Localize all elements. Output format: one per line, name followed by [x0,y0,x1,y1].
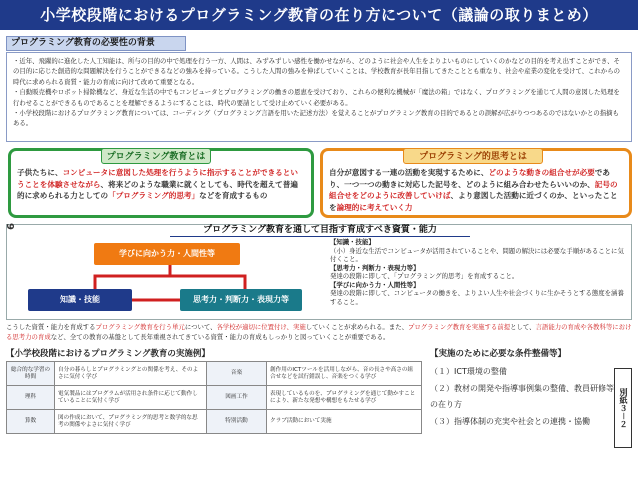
programming-education-definition [17,167,305,202]
implementation-note [6,322,632,344]
page-title: 小学校段階におけるプログラミング教育の在り方について（議論の取りまとめ） [0,0,638,30]
definition-text-run: 自分が意図する一連の活動を実現するために、 [329,168,489,177]
note-text-run: 言語能力の育成や各教科等における思考力の育成 [6,323,632,341]
skill-item [330,281,630,307]
skill-body: 発達の段階に即して、コンピュータの働きを、よりよい人生や社会づくりに生かそうとする態度を涵養すること。 [330,289,624,306]
page-side-number: 9 [4,223,15,230]
note-text-run: プログラミング教育を行う単元 [95,323,185,331]
competencies-title: プログラミング教育を通して目指す育成すべき資質・能力 [203,225,437,235]
connector-line-left [95,263,170,290]
skill-heading: 【知識・技能】 [330,238,375,246]
skill-body: （小）身近な生活でコンピュータが活用されていることや、問題の解決には必要な手順があることに気付くこと。 [330,246,624,263]
condition-item: （１）ICT環境の整備 [430,367,507,376]
definition-text-run: 、将来どのような職業に就くとしても、時代を超えて普遍的に求められる力としての [17,179,298,200]
definition-text-run: コンピュータに意図した処理を行うように指示することができるということを体験させながら [17,168,298,189]
definition-text-run: であり、一つ一つの動きに対応した記号を、どのように組み合わせたらいいのか、 [329,168,610,189]
note-text-run: こうした資質・能力を育成する [6,323,96,331]
subject-cell: 図画工作 [207,386,267,410]
attachment-label: 別紙３－２ [614,368,632,448]
note-text-run: 各学校が適切に位置付け、実施 [216,323,306,331]
programming-education-box [8,148,314,218]
section-heading-background: プログラミング教育の必要性の背景 [6,36,186,51]
condition-item: （３）指導体制の充実や社会との連携・協働 [430,416,590,426]
background-paragraph: ・近年、飛躍的に進化した人工知能は、所与の目的の中で処理を行う一方、人間は、みずみずしい感性を働かせながら、どのように社会や人生をよりよいものにしていくのかなどの目的を考え出すことができ、その目的に応じた創造的な問題解決を行うことができるなどの強みを持っている。こうした人間の強みを伸ばしていくことは、学校教育が長年目指してきたこととも重なり、社会や産業の変化を受けて、これからの時代に求められる資質・能力の育成に向けて改めて重要となる。 [13,57,620,86]
subject-cell: 音楽 [207,362,267,386]
pill-knowledge-skills: 知識・技能 [28,289,132,311]
example-cell: 図の作成において、プログラミング的思考と数学的な思考の関係やよさに気付く学び [55,410,207,434]
definition-text-run: どのような動きの組合せが必要 [488,168,595,177]
subject-cell: 総合的な学習の時間 [7,362,55,386]
implementation-examples-table [6,361,422,434]
example-cell: 表現しているものを、プログラミングを通じて動かすことにより、新たな発想や構想をもたせる学び [267,386,422,410]
programming-education-heading: プログラミング教育とは [101,148,211,164]
example-cell: 創作用のICTツールを活用しながら、音の長さや高さの組合せなどを試行錯誤し、音楽をつくる学び [267,362,422,386]
note-text-run: プログラミング教育を実施する前提 [407,323,511,331]
programming-thinking-box [320,148,632,218]
skill-heading: 【学びに向かう力・人間性等】 [330,280,420,289]
note-text-run: など、全ての教育の基盤として長年重視されてきている資質・能力の育成もしっかりと図っていくことが重要である。 [50,333,390,341]
definition-text-run: 子供たちに、 [17,168,63,177]
pill-thinking-judgment-expression: 思考力・判断力・表現力等 [180,289,302,311]
conditions-heading: 【実施のために必要な条件整備等】 [430,349,567,359]
subject-cell: 算数 [7,410,55,434]
note-text-run: として、 [510,323,536,331]
note-text-run: していくことが求められる。また、 [305,323,408,331]
background-text-block [6,52,632,142]
example-cell: クラブ活動において実施 [267,410,422,434]
definition-text-run: などを育成するもの [199,191,268,200]
subject-cell: 理科 [7,386,55,410]
background-paragraph: ・自動販売機やロボット掃除機など、身近な生活の中でもコンピュータとプログラミングの働きの恩恵を受けており、これらの便利な機械が「魔法の箱」ではなく、プログラミングを通じて人間の意図した処理を行わせることができるものであることを理解できるようにすることは、時代の要請として受け止めていく必要がある。 [13,88,620,107]
example-cell: 自分の暮らしとプログラミングとの関係を考え、そのよさに気付く学び [55,362,207,386]
skill-heading: 【思考力・判断力・表現力等】 [330,263,420,272]
table-row [7,362,422,386]
competency-descriptions [330,238,630,318]
programming-thinking-definition [329,167,623,213]
conditions-list [430,364,614,430]
table-row [7,410,422,434]
pill-motivation-humanity: 学びに向かう力・人間性等 [94,243,240,265]
example-cell: 電気製品にはプログラムが活用され条件に応じて動作していることに気付く学び [55,386,207,410]
title-underline [170,236,470,237]
note-text-run: について、 [184,323,217,331]
definition-text-run: 、より意図した活動に近づくのか、といったことを [329,191,618,212]
definition-text-run: 記号の組合せをどのように改善していけば [329,179,618,200]
skill-item [330,264,630,281]
programming-thinking-heading: プログラミング的思考とは [403,148,543,164]
definition-text-run: 論理的に考えていく力 [336,202,413,212]
implementation-examples-heading: 【小学校段階におけるプログラミング教育の実施例】 [6,349,210,359]
table-row [7,386,422,410]
background-paragraph: ・小学校段階におけるプログラミング教育については、コーディング（プログラミング言語を用いた記述方法）を覚えることがプログラミング教育の目的であるとの誤解が広がりつつあるのではないかとの指摘もある。 [13,109,619,128]
connector-line-right [170,276,245,290]
subject-cell: 特別活動 [207,410,267,434]
skill-item [330,238,630,264]
skill-body: 発達の段階に即して、「プログラミング的思考」を育成すること。 [330,272,519,280]
condition-item: （２）教材の開発や指導事例集の整備、教員研修等の在り方 [430,383,614,409]
definition-text-run: 「プログラミング的思考」 [108,191,200,200]
